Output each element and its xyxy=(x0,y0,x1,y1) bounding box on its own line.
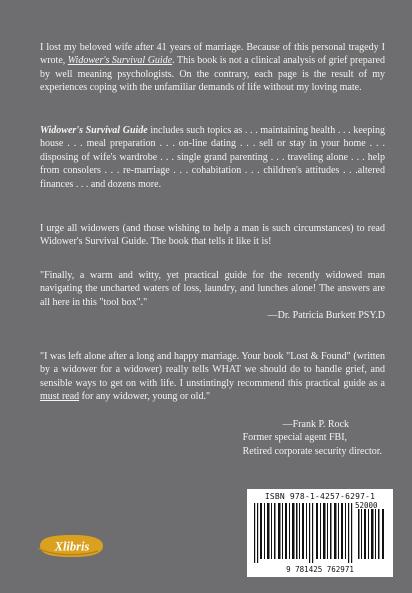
topics-paragraph xyxy=(40,124,385,191)
testimonial-2-attribution xyxy=(243,418,382,458)
testimonial-2-text-start: "I was left alone after a long and happy marriage. Your book "Lost & Found" (written by a widower for a widower) really tells WHAT we should do to handle grief, and sensible ways to get on with life. I unstintingly recommend this practical guide as a xyxy=(40,351,385,389)
barcode-bars xyxy=(252,503,388,563)
barcode-panel xyxy=(247,489,393,577)
recommendation-paragraph: I urge all widowers (and those wishing to help a man is such circumstances) to read Widower's Survival Guide. The book that tells it like it is! xyxy=(40,223,385,248)
price-code: 52000 xyxy=(355,501,378,510)
testimonial-2 xyxy=(40,350,385,404)
publisher-name: Xlibris xyxy=(54,539,90,554)
intro-text-end: . This book is not a clinical analysis of grief prepared by well meaning psychologists. On the contrary, each page is the result of my experiences coping with the unfamiliar demands of life without my loving mate. xyxy=(40,55,385,94)
must-read-emphasis: must read xyxy=(40,391,80,403)
intro-text-start: I lost my beloved wife after 41 years of marriage. Because of this personal tragedy I wrote, xyxy=(40,42,385,67)
book-title-bold: Widower's Survival Guide xyxy=(40,125,148,136)
attribution-title-1: Former special agent FBI, xyxy=(242,432,348,444)
intro-paragraph xyxy=(40,41,385,95)
topics-text: includes such topics as . . . maintaining health . . . keeping house . . . meal preparation . . . on-line dating . . . sell or stay in your home . . . disposing of wife's wardrobe . . . single grand parenting . . . traveling alone . . . help from consolers . . . re-marriage . . . cohabitation . . . children's attitudes . . .altered finances . . . and dozens more. xyxy=(40,125,385,190)
testimonial-1: "Finally, a warm and witty, yet practical guide for the recently widowed man navigating the uncharted waters of loss, laundry, and lunches alone! The answers are all here in this "tool box"." xyxy=(40,270,385,308)
book-title-inline: Widower's Survival Guide xyxy=(67,55,173,67)
testimonial-2-text-end: for any widower, young or old." xyxy=(79,391,211,403)
testimonial-1-attribution: —Dr. Patricia Burkett PSY.D xyxy=(267,310,385,321)
isbn-label: ISBN 978-1-4257-6297-1 xyxy=(264,492,376,501)
barcode-digits: 9 781425 762971 xyxy=(286,565,354,574)
attribution-name: —Frank P. Rock xyxy=(282,419,350,430)
attribution-title-2: Retired corporate security director. xyxy=(242,445,382,457)
xlibris-logo xyxy=(36,534,106,558)
